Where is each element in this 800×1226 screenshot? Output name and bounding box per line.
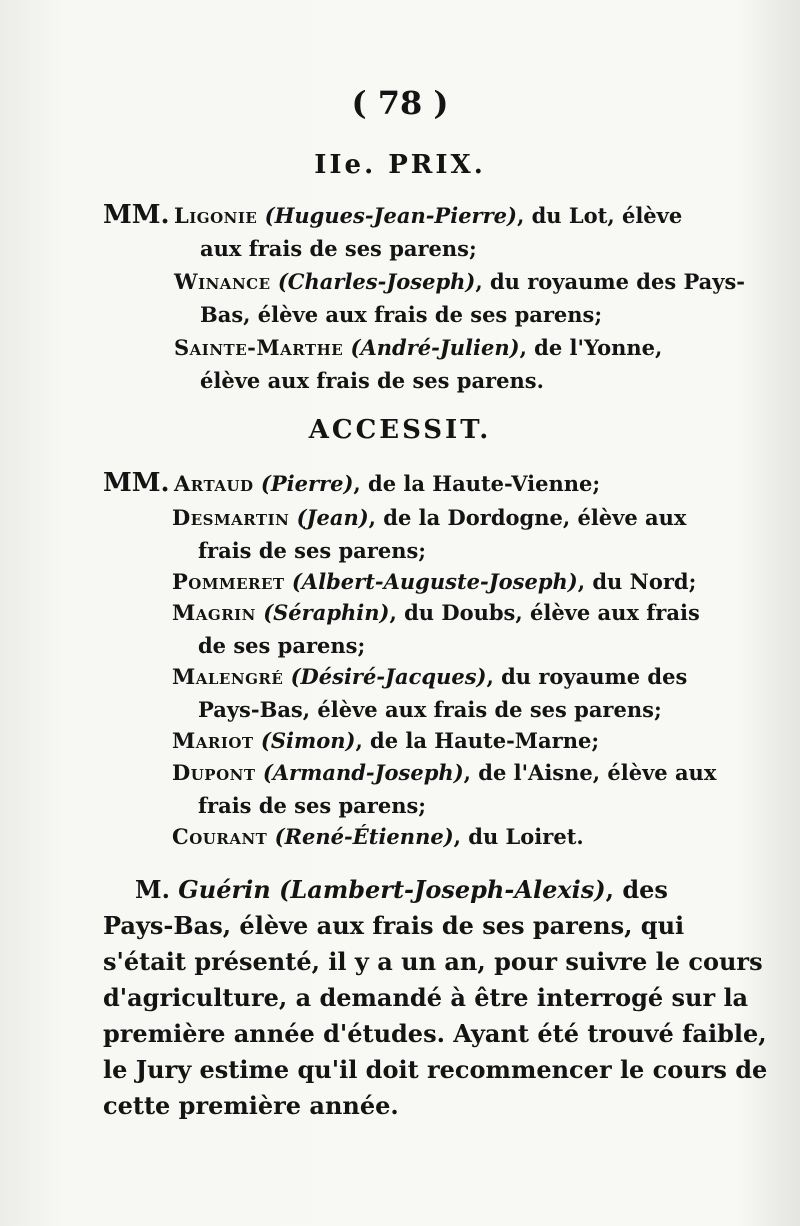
paragraph-line: le Jury estime qu'il doit recommencer le cours de (103, 1055, 768, 1084)
entry-given: (Simon) (260, 728, 356, 753)
entry-given: (Désiré-Jacques) (290, 664, 487, 689)
entry-courant (172, 820, 584, 853)
entry-magrin (172, 596, 700, 662)
entry-ligonie (174, 199, 682, 265)
section-prefix-prix: MM. (103, 200, 170, 230)
entry-given: (Jean) (296, 505, 369, 530)
paragraph-line: s'était présenté, il y a un an, pour suivre le cours (103, 947, 763, 976)
entry-name: Artaud (174, 471, 254, 496)
entry-name: Ligonie (174, 203, 258, 228)
entry-name: Pommeret (172, 569, 285, 594)
entry-rest: , de l'Yonne, (519, 335, 663, 360)
section-prefix-accessit: MM. (103, 468, 170, 498)
entry-pommeret (172, 565, 696, 598)
entry-winance (174, 265, 745, 331)
paragraph-line: Pays-Bas, élève aux frais de ses parens, qui (103, 911, 685, 940)
entry-rest: , du Doubs, élève aux frais (389, 600, 700, 625)
entry-given: (Charles-Joseph) (277, 269, 476, 294)
paragraph-lead: M. (135, 875, 170, 904)
page-number: ( 78 ) (351, 84, 449, 122)
entry-desmartin (172, 501, 686, 567)
entry-name: Winance (174, 269, 271, 294)
entry-mariot (172, 724, 599, 757)
entry-name: Dupont (172, 760, 256, 785)
entry-continuation: Pays-Bas, élève aux frais de ses parens; (198, 697, 662, 722)
entry-artaud (174, 467, 600, 500)
entry-given: (Hugues-Jean-Pierre) (264, 203, 517, 228)
entry-given: (René-Étienne) (274, 824, 454, 849)
entry-rest: , du Lot, élève (516, 203, 683, 228)
section-title-accessit: ACCESSIT. (308, 415, 492, 445)
entry-continuation: aux frais de ses parens; (200, 236, 477, 261)
entry-rest: , de l'Aisne, élève aux (463, 760, 717, 785)
entry-continuation: de ses parens; (198, 633, 366, 658)
paragraph-line: cette première année. (103, 1091, 399, 1120)
entry-given: (Albert-Auguste-Joseph) (291, 569, 578, 594)
entry-given: (André-Julien) (350, 335, 520, 360)
entry-continuation: frais de ses parens; (198, 793, 427, 818)
entry-rest: , de la Haute-Marne; (355, 728, 600, 753)
paragraph-first-line (103, 872, 723, 908)
entry-name: Courant (172, 824, 268, 849)
entry-rest: , de la Haute-Vienne; (353, 471, 601, 496)
entry-name: Magrin (172, 600, 256, 625)
entry-name: Malengré (172, 664, 284, 689)
entry-name: Desmartin (172, 505, 290, 530)
paragraph-name: Guérin (178, 875, 271, 904)
entry-sainte-marthe (174, 331, 662, 397)
paragraph-line: première année d'études. Ayant été trouvé faible, (103, 1019, 767, 1048)
entry-name: Mariot (172, 728, 254, 753)
entry-given: (Armand-Joseph) (262, 760, 464, 785)
paragraph-line: d'agriculture, a demandé à être interrogé sur la (103, 983, 749, 1012)
entry-rest: , du Nord; (577, 569, 697, 594)
entry-continuation: élève aux frais de ses parens. (200, 368, 544, 393)
entry-name: Sainte-Marthe (174, 335, 344, 360)
guerin-paragraph (103, 872, 768, 1124)
paragraph-line1-rest: , des (605, 875, 668, 904)
entry-continuation: frais de ses parens; (198, 538, 427, 563)
section-title-prix: IIe. PRIX. (314, 150, 486, 180)
entry-malengre (172, 660, 687, 726)
entry-continuation: Bas, élève aux frais de ses parens; (200, 302, 603, 327)
entry-rest: , du royaume des (486, 664, 688, 689)
paragraph-given: (Lambert-Joseph-Alexis) (279, 875, 606, 904)
entry-given: (Pierre) (260, 471, 354, 496)
entry-rest: , de la Dordogne, élève aux (368, 505, 687, 530)
entry-rest: , du Loiret. (453, 824, 584, 849)
entry-given: (Séraphin) (263, 600, 390, 625)
entry-dupont (172, 756, 716, 822)
entry-rest: , du royaume des Pays- (475, 269, 746, 294)
